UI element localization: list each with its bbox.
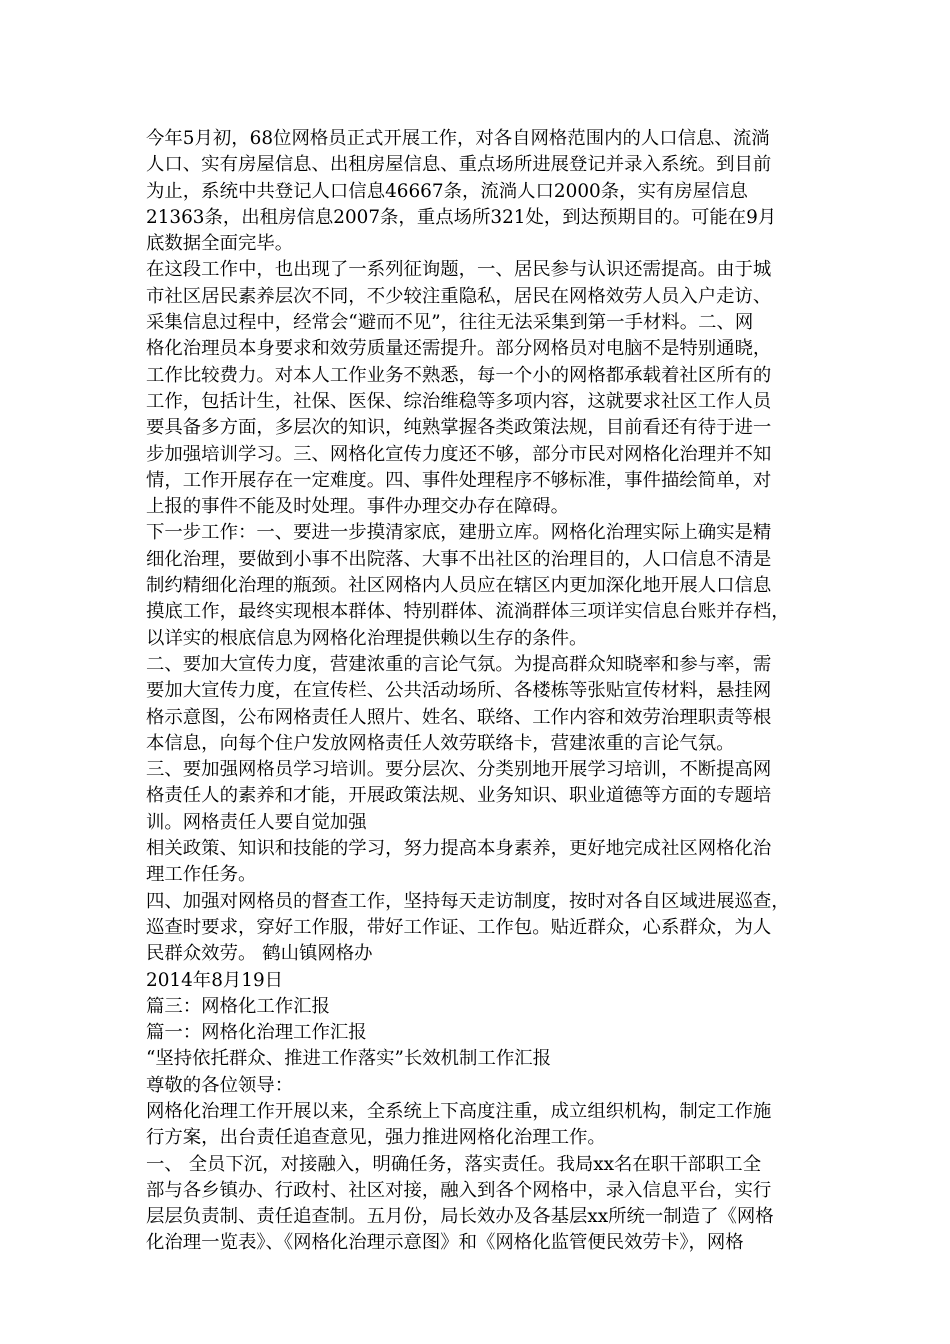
text-line: 巡查时要求，穿好工作服，带好工作证、工作包。贴近群众，心系群众，为人: [146, 916, 772, 938]
text-line: 化治理一览表》、《网格化治理示意图》和《网格化监管便民效劳卡》，网格: [146, 1232, 744, 1254]
text-line: 格责任人的素养和才能，开展政策法规、业务知识、职业道德等方面的专题培: [146, 785, 772, 807]
document-page: [146, 126, 812, 1257]
text-line: 情，工作开展存在一定难度。四、事件处理程序不够标准，事件描绘简单，对: [146, 469, 772, 491]
text-line: 行方案，出台责任追查意见，强力推进网格化治理工作。: [146, 1127, 606, 1149]
text-line: 今年5月初，68位网格员正式开展工作，对各自网格范围内的人口信息、流淌: [146, 128, 770, 149]
text-line: 要具备多方面，多层次的知识，纯熟掌握各类政策法规，目前看还有待于进一: [146, 417, 772, 439]
text-line: 网格化治理工作开展以来，全系统上下高度注重，成立组织机构，制定工作施: [146, 1100, 772, 1122]
section-heading: 篇一：网格化治理工作汇报: [146, 1022, 367, 1044]
text-line: 采集信息过程中，经常会“避而不见”，往往无法采集到第一手材料。二、网: [146, 312, 754, 334]
text-line: 要加大宣传力度，在宣传栏、公共活动场所、各楼栋等张贴宣传材料，悬挂网: [146, 680, 772, 702]
text-line: 市社区居民素养层次不同，不少较注重隐私，居民在网格效劳人员入户走访、: [146, 285, 772, 307]
section-heading: 篇三：网格化工作汇报: [146, 995, 330, 1017]
text-line: 摸底工作，最终实现根本群体、特别群体、流淌群体三项详实信息台账并存档，: [146, 601, 790, 623]
text-line: 为止，系统中共登记人口信息46667条，流淌人口2000条，实有房屋信息: [146, 180, 748, 202]
text-line: 三、要加强网格员学习培训。要分层次、分类别地开展学习培训，不断提高网: [146, 759, 772, 781]
text-line: 训。网格责任人要自觉加强: [146, 811, 367, 833]
text-line: 上报的事件不能及时处理。事件办理交办存在障碍。: [146, 496, 569, 518]
text-line: 相关政策、知识和技能的学习，努力提高本身素养，更好地完成社区网格化治: [146, 838, 772, 860]
text-line: 二、要加大宣传力度，营建浓重的言论气氛。为提高群众知晓率和参与率，需: [146, 653, 772, 675]
text-line: 层层负责制、责任追查制。五月份，局长效办及各基层xx所统一制造了《网格: [146, 1206, 774, 1228]
text-line: 一、 全员下沉，对接融入，明确任务，落实责任。我局xx名在职干部职工全: [146, 1153, 762, 1175]
text-line: 以详实的根底信息为网格化治理提供赖以生存的条件。: [146, 627, 588, 649]
text-line: 人口、实有房屋信息、出租房屋信息、重点场所进展登记并录入系统。到目前: [146, 154, 772, 176]
text-line: 格示意图，公布网格责任人照片、姓名、联络、工作内容和效劳治理职责等根: [146, 706, 772, 728]
date-line: 2014年8月19日: [146, 969, 284, 991]
text-line: 底数据全面完毕。: [146, 233, 294, 255]
salutation: 尊敬的各位领导：: [146, 1074, 294, 1096]
text-line: 工作，包括计生，社保、医保、综治维稳等多项内容，这就要求社区工作人员: [146, 390, 772, 412]
text-line: 本信息，向每个住户发放网格责任人效劳联络卡，营建浓重的言论气氛。: [146, 732, 735, 754]
text-line: 四、加强对网格员的督查工作，坚持每天走访制度，按时对各自区域进展巡查，: [146, 890, 790, 912]
text-line: 部与各乡镇办、行政村、社区对接，融入到各个网格中，录入信息平台，实行: [146, 1179, 772, 1201]
text-line: 理工作任务。: [146, 864, 257, 886]
text-line: 格化治理员本身要求和效劳质量还需提升。部分网格员对电脑不是特别通晓，: [146, 338, 772, 360]
text-line: 制约精细化治理的瓶颈。社区网格内人员应在辖区内更加深化地开展人口信息: [146, 575, 772, 597]
text-line: 在这段工作中，也出现了一系列征询题，一、居民参与认识还需提高。由于城: [146, 259, 772, 281]
text-line: 细化治理，要做到小事不出院落、大事不出社区的治理目的，人口信息不清是: [146, 548, 772, 570]
text-line: 下一步工作：一、要进一步摸清家底，建册立库。网格化治理实际上确实是精: [146, 522, 772, 544]
text-line: 工作比较费力。对本人工作业务不熟悉，每一个小的网格都承载着社区所有的: [146, 364, 772, 386]
text-line: 民群众效劳。 鹤山镇网格办: [146, 943, 373, 965]
text-line: 步加强培训学习。三、网格化宣传力度还不够，部分市民对网格化治理并不知: [146, 443, 772, 465]
report-title: “坚持依托群众、推进工作落实”长效机制工作汇报: [146, 1048, 552, 1070]
text-line: 21363条，出租房信息2007条，重点场所321处，到达预期目的。可能在9月: [146, 206, 777, 228]
